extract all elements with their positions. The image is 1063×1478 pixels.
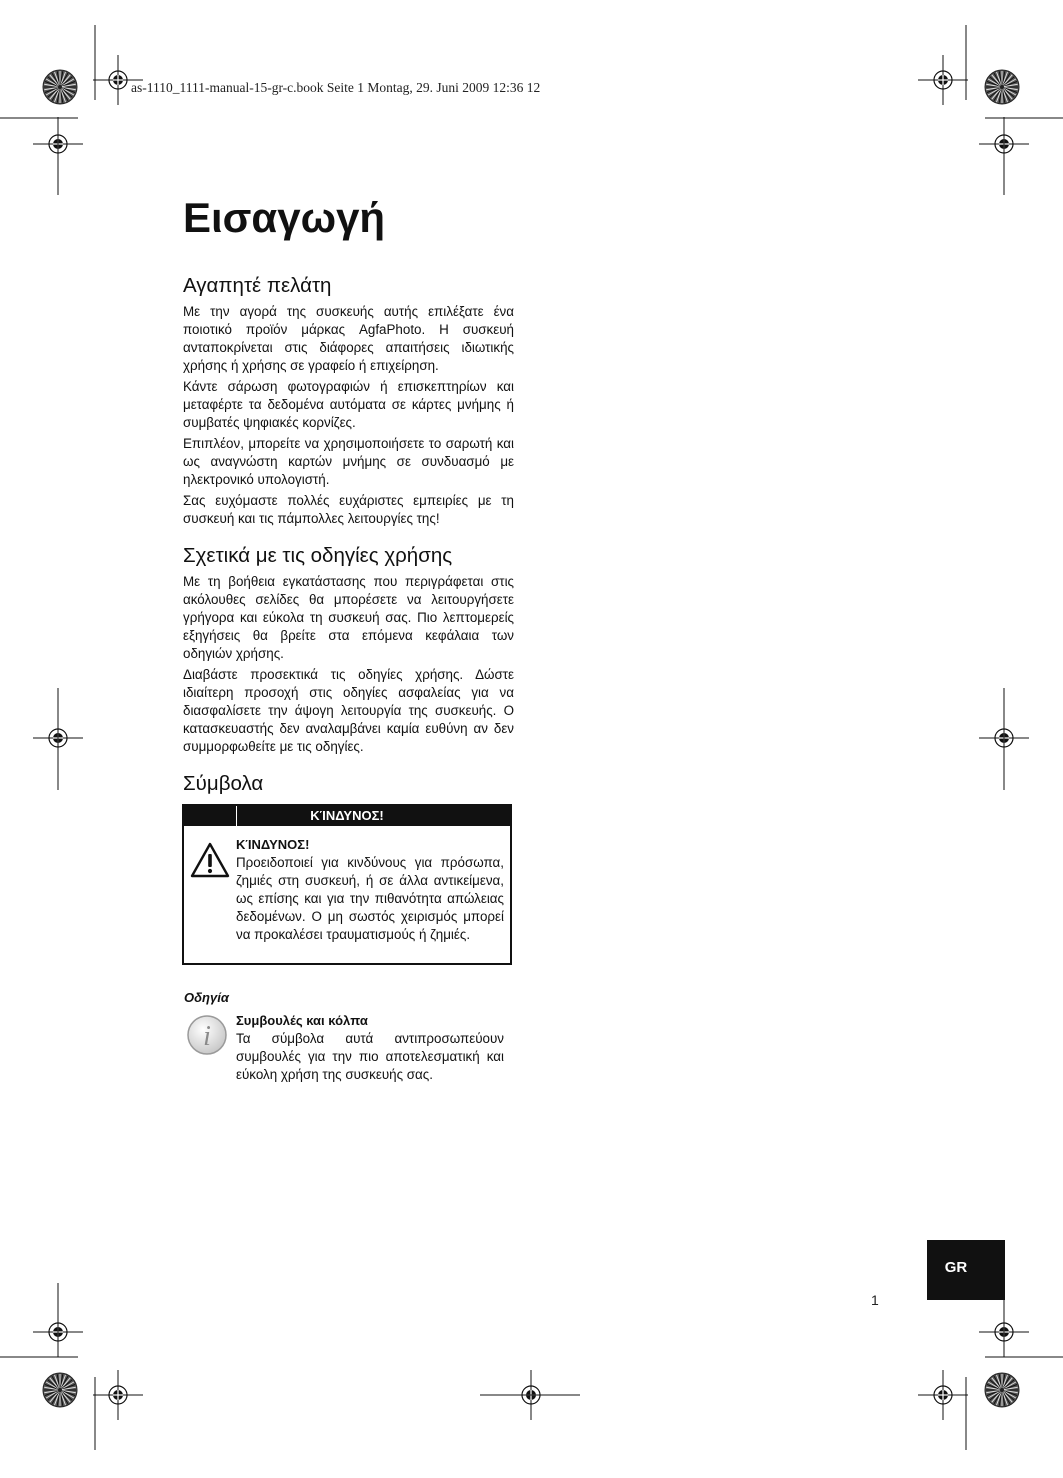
svg-text:i: i bbox=[203, 1021, 211, 1052]
section-heading-symbols: Σύμβολα bbox=[183, 772, 264, 795]
header-slug: as-1110_1111-manual-15-gr-c.book Seite 1 Montag, 29. Juni 2009 12:36 12 bbox=[131, 80, 541, 95]
instructions-paragraph: Διαβάστε προσεκτικά τις οδηγίες χρήσης. Δώστε ιδιαίτερη προσοχή στις οδηγίες ασφαλείας για να διασφαλίσετε την άψογη λειτουργία της συσκευής. Ο κατασκευαστής δεν αναλαμβάνει καμία ευθύνη αν δεν συμμορφωθείτε με τις οδηγίες. bbox=[183, 667, 514, 754]
customer-paragraph: Με την αγορά της συσκευής αυτής επιλέξατε ένα ποιοτικό προϊόν μάρκας AgfaPhoto. Η συσκευή ανταποκρίνεται στις διάφορες απαιτήσεις ιδιωτικής χρήσης ή χρήσης σε γραφείο ή επιχείρηση. bbox=[183, 304, 514, 373]
page-title: Εισαγωγή bbox=[183, 194, 386, 241]
registration-starburst-center bbox=[1000, 85, 1004, 89]
note-text: Τα σύμβολα αυτά αντιπροσωπεύουν συμβουλές για την πιο αποτελεσματική και εύκολη χρήση της συσκευής σας. bbox=[236, 1031, 504, 1082]
section-heading-instructions: Σχετικά με τις οδηγίες χρήσης bbox=[183, 544, 453, 567]
customer-paragraph: Κάντε σάρωση φωτογραφιών ή επισκεπτηρίων και μεταφέρτε τα δεδομένα αυτόματα σε κάρτες μνήμης ή συμβατές ψηφιακές κορνίζες. bbox=[183, 379, 514, 430]
registration-starburst-center bbox=[1000, 1388, 1004, 1392]
danger-heading: ΚΊΝΔΥΝΟΣ! bbox=[236, 837, 310, 852]
note-label: Οδηγία bbox=[184, 990, 229, 1005]
danger-text: Προειδοποιεί για κινδύνους για πρόσωπα, ζημιές στη συσκευή, ή σε άλλα αντικείμενα, ως επίσης και για την πιθανότητα απώλειας δεδομένων. Ο μη σωστός χειρισμός μπορεί να προκαλέσει τραυματισμούς ή ζημιές. bbox=[236, 855, 504, 942]
danger-body bbox=[236, 836, 504, 944]
warning-triangle-icon bbox=[190, 842, 230, 878]
page-number: 1 bbox=[871, 1292, 879, 1308]
language-tab: GR bbox=[927, 1240, 1005, 1300]
note-body bbox=[236, 1012, 504, 1084]
info-icon bbox=[186, 1014, 228, 1056]
danger-box bbox=[182, 804, 512, 965]
customer-paragraph: Σας ευχόμαστε πολλές ευχάριστες εμπειρίες με τη συσκευή και τις πάμπολλες λειτουργίες της! bbox=[183, 493, 514, 526]
danger-header: ΚΊΝΔΥΝΟΣ! bbox=[184, 806, 510, 826]
note-heading: Συμβουλές και κόλπα bbox=[236, 1013, 368, 1028]
registration-starburst-center bbox=[58, 85, 62, 89]
customer-paragraph: Επιπλέον, μπορείτε να χρησιμοποιήσετε το σαρωτή και ως αναγνώστη καρτών μνήμης σε συνδυασμό με ηλεκτρονικό υπολογιστή. bbox=[183, 436, 514, 487]
section-heading-customer: Αγαπητέ πελάτη bbox=[183, 274, 332, 297]
danger-header-divider bbox=[236, 806, 237, 826]
registration-starburst-center bbox=[58, 1388, 62, 1392]
instructions-paragraph: Με τη βοήθεια εγκατάστασης που περιγράφεται στις ακόλουθες σελίδες θα μπορέσετε να λειτουργήσετε γρήγορα και εύκολα τη συσκευή σας. Πιο λεπτομερείς εξηγήσεις θα βρείτε στα επόμενα κεφάλαια των οδηγιών χρήσης. bbox=[183, 574, 514, 661]
